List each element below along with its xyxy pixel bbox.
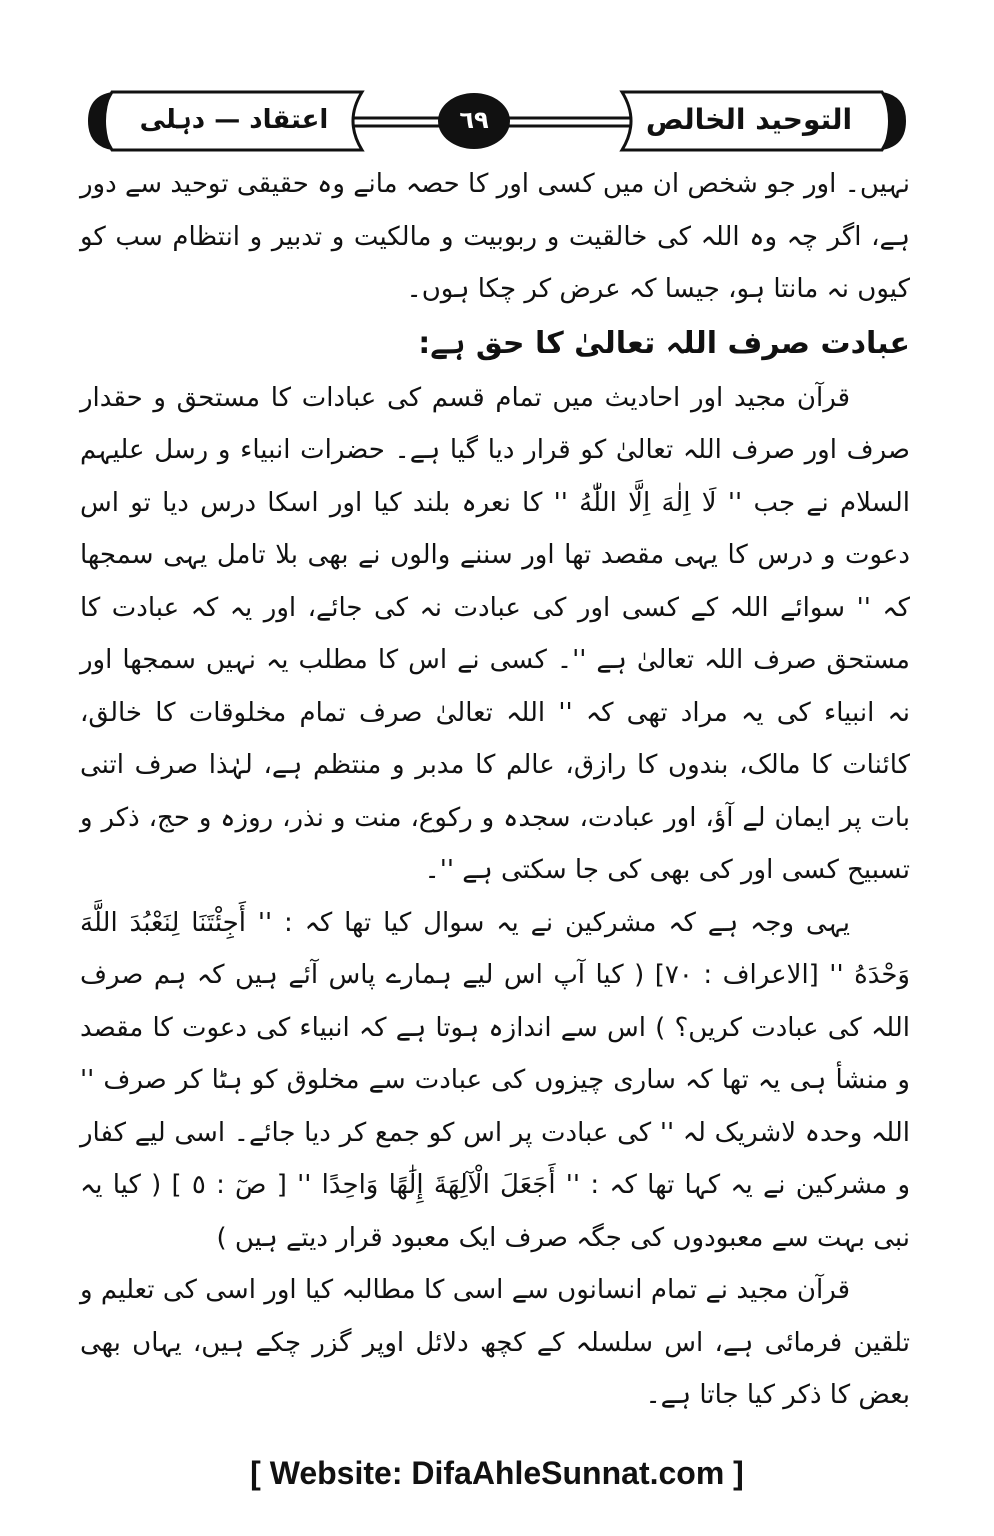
header-left-title: اعتقاد — دہلی	[139, 105, 329, 135]
section-heading: عبادت صرف اللہ تعالیٰ کا حق ہے:	[418, 325, 910, 361]
paragraph-2: قرآن مجید اور احادیث میں تمام قسم کی عبادات کا مستحق و حقدار صرف اور صرف اللہ تعالیٰ کو قرار دیا گیا ہے۔ حضرات انبیاء و رسل علیہم السلام نے جب '' لَا اِلٰهَ اِلَّا اللّٰهُ '' کا نعرہ بلند کیا اور اسکا درس دیا تو اس دعوت و درس کا یہی مقصد تھا اور سننے والوں نے بھی بلا تامل یہی سمجھا کہ '' سوائے اللہ کے کسی اور کی عبادت نہ کی جائے، اور یہ کہ عبادت کا مستحق صرف اللہ تعالیٰ ہے ''۔ کسی نے اس کا مطلب یہ نہیں سمجھا اور نہ انبیاء کی یہ مراد تھی کہ '' اللہ تعالیٰ صرف تمام مخلوقات کا خالق، کائنات کا مالک، بندوں کا رازق، عالم کا مدبر و منتظم ہے، لہٰذا صرف اتنی بات پر ایمان لے آؤ، اور عبادت، سجدہ و رکوع، منت و نذر، روزہ و حج، ذکر و تسبیح کسی اور کی بھی کی جا سکتی ہے ''۔	[80, 382, 910, 885]
page-number: ٦٩	[459, 106, 489, 134]
paragraph-1: نہیں۔ اور جو شخص ان میں کسی اور کا حصہ مانے وہ حقیقی توحید سے دور ہے، اگر چہ وہ اللہ کی خالقیت و ربوبیت و مالکیت و تدبیر و انتظام سب کو کیوں نہ مانتا ہو، جیسا کہ عرض کر چکا ہوں۔	[80, 169, 910, 304]
paragraph-4: قرآن مجید نے تمام انسانوں سے اسی کا مطالبہ کیا اور اسی کی تعلیم و تلقین فرمائی ہے، اس سلسلہ کے کچھ دلائل اوپر گزر چکے ہیں، یہاں بھی بعض کا ذکر کیا جاتا ہے۔	[80, 1275, 910, 1410]
paragraph-3: یہی وجہ ہے کہ مشرکین نے یہ سوال کیا تھا کہ : '' أَجِئْتَنَا لِنَعْبُدَ اللَّهَ وَحْدَهُ '' [الاعراف : ٧٠] ( کیا آپ اس لیے ہمارے پاس آئے ہیں کہ ہم صرف اللہ کی عبادت کریں؟ ) اس سے اندازہ ہوتا ہے کہ انبیاء کی دعوت کا مقصد و منشأ ہی یہ تھا کہ ساری چیزوں کی عبادت سے مخلوق کو ہٹا کر صرف '' اللہ وحدہ لاشریک لہ '' کی عبادت پر اس کو جمع کر دیا جائے۔ اسی لیے کفار و مشرکین نے یہ کہا تھا کہ : '' أَجَعَلَ الْآلِهَةَ إِلَٰهًا وَاحِدًا '' [ صٓ : ٥ ] ( کیا یہ نبی بہت سے معبودوں کی جگہ صرف ایک معبود قرار دیتے ہیں )	[80, 907, 911, 1253]
page-body	[80, 158, 910, 1422]
page-header	[82, 88, 912, 154]
header-right-title: التوحید الخالص	[645, 103, 853, 136]
website-footer: [ Website: DifaAhleSunnat.com ]	[250, 1455, 744, 1491]
